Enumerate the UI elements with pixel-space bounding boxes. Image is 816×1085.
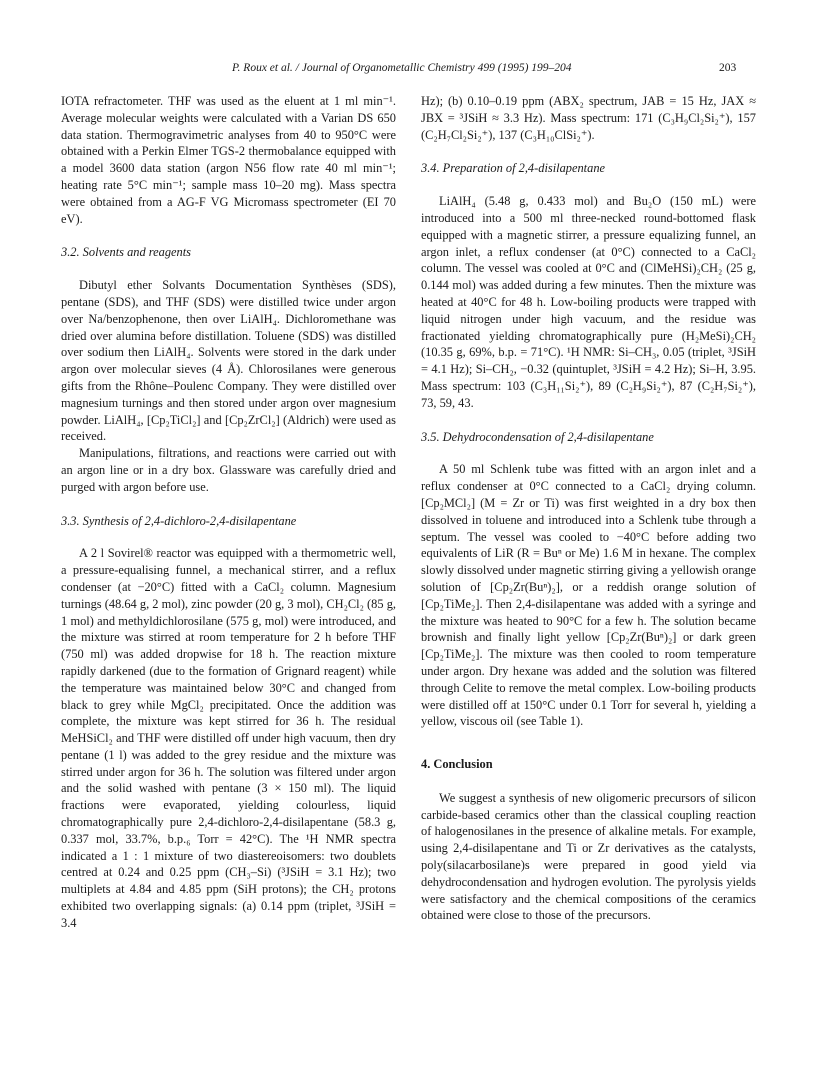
paragraph-solvents: Dibutyl ether Solvants Documentation Synthèses (SDS), pentane (SDS), and THF (SDS) were distilled twice under argon over Na/benzophenone, then over LiAlH₄. Dichloromethane was dried over alumina before distillation. Toluene (SDS) was distilled over sodium then LiAlH₄. Solvents were stored in the dark under argon over molecular sieves (4 Å). Chlorosilanes were generous gifts from the Rhône–Poulenc Company. They were distilled over magnesium turnings and then stored under argon over magnesium powder. LiAlH₄, [Cp₂TiCl₂] and [Cp₂ZrCl₂] (Aldrich) were used as received. <box>61 278 396 444</box>
paragraph-instrumentation: IOTA refractometer. THF was used as the eluent at 1 ml min⁻¹. Average molecular weights were calculated with a Varian DS 650 data station. Thermogravimetric analyses from 40 to 950°C were obtained with a Perkin Elmer TGS-2 thermobalance equipped with a model 3600 data station (argon N56 flow rate 40 ml min⁻¹; heating rate 5°C min⁻¹; sample mass 10–20 mg). Mass spectra were obtained from a AG-F VG Micromass spectrometer (EI 70 eV). <box>61 94 396 226</box>
subheading-synthesis: 3.3. Synthesis of 2,4-dichloro-2,4-disilapentane <box>61 513 297 528</box>
paragraph-synthesis: A 2 l Sovirel® reactor was equipped with a thermometric well, a pressure-equalising funnel, a mechanical stirrer, and a reflux condenser (at −20°C) fitted with a CaCl₂ column. Magnesium turnings (48.64 g, 2 mol), zinc powder (20 g, 3 mol), CH₂Cl₂ (85 g, 1 mol) and methyldichlorosilane (575 g, mol) were introduced, and the mixture was stirred at room temperature for 2 h before THF (750 ml) was added dropwise for 18 h. The reaction mixture rapidly darkened (due to the formation of Grignard reagent) while the temperature was maintained below 30°C and changed from black to grey while MgCl₂ precipitated. Once the addition was complete, the mixture was kept stirred for 36 h. The residual MeHSiCl₂ and THF were distilled off under high vacuum, then dry pentane (1 l) was added to the grey residue and the mixture was stirred under argon for 36 h. The solution was filtered under argon and the solid washed with pentane (3 × 150 ml). The liquid fractions were evaporated, yielding colourless, liquid chromatographically pure 2,4-dichloro-2,4-disilapentane (58.3 g, 0.337 mol, 33.7%, b.p.₆ Torr = 42°C). The ¹H NMR spectra indicated a 1 : 1 mixture of two diastereoisomers: two doublets centred at 0.24 and 0.25 ppm (CH₃–Si) (³JSiH = 3.1 Hz); two multiplets at 4.84 and 4.85 ppm (SiH protons); the CH₂ protons exhibited two overlapping signals: (a) 0.14 ppm (triplet, ³JSiH = 3.4 <box>61 546 396 930</box>
paragraph-conclusion: We suggest a synthesis of new oligomeric precursors of silicon carbide-based ceramics other than the classical coupling reaction of halogenosilanes in the presence of alkaline metals. For example, using 2,4-disilapentane and Ti or Zr derivatives as the catalysts, poly(silacarbosilane)s were prepared in good yield via dehydrocondensation and hydrogen evolution. The pyrolysis yields were satisfactory and the chemical compositions of the ceramics obtained were close to those of the precursors. <box>421 790 756 923</box>
page-number: 203 <box>719 62 737 74</box>
subheading-preparation: 3.4. Preparation of 2,4-disilapentane <box>421 161 606 176</box>
section-heading-conclusion: 4. Conclusion <box>421 757 493 772</box>
running-title: P. Roux et al. / Journal of Organometallic Chemistry 499 (1995) 199–204 <box>232 62 572 74</box>
paragraph-dehydrocondensation: A 50 ml Schlenk tube was fitted with an argon inlet and a reflux condenser at 0°C connected to a CaCl₂ drying column. [Cp₂MCl₂] (M = Zr or Ti) was first weighted in a dry box then dissolved in toluene and introduced into a Schlenk tube through a septum. The vessel was cooled to −40°C before adding two equivalents of LiR (R = Buⁿ or Me) 1.6 M in hexane. The complex slowly dissolved under magnetic stirring giving a yellowish orange solution of [Cp₂Zr(Buⁿ)₂], or a reddish orange solution of [Cp₂TiMe₂]. Then 2,4-disilapentane was added with a syringe and the mixture was heated to 90°C for a few h. The solution became brownish and finally light yellow [Cp₂Zr(Buⁿ)₂] or dark green [Cp₂TiMe₂]. The mixture was then cooled to room temperature under argon. Dry hexane was added and the solution was filtered through Celite to remove the metal complex. Low-boiling products were distilled off at 150°C under 0.1 Torr for several h, yielding a yellow, viscous oil (see Table 1). <box>421 462 756 729</box>
right-column <box>421 93 756 924</box>
paragraph-nmr-continued: Hz); (b) 0.10–0.19 ppm (ABX₂ spectrum, JAB = 15 Hz, JAX ≈ JBX = ³JSiH ≈ 3.3 Hz). Mass spectrum: 171 (C₃H₉Cl₂Si₂⁺), 157 (C₂H₇Cl₂Si₂⁺), 137 (C₃H₁₀ClSi₂⁺). <box>421 94 756 142</box>
subheading-solvents: 3.2. Solvents and reagents <box>61 245 191 260</box>
paragraph-preparation: LiAlH₄ (5.48 g, 0.433 mol) and Bu₂O (150 mL) were introduced into a 500 ml three-necked round-bottomed flask equipped with a magnetic stirrer, a pressure equalizing funnel, an argon inlet, a reflux condenser (at 0°C) connected to a CaCl₂ column. The vessel was cooled at 0°C and (ClMeHSi)₂CH₂ (25 g, 0.144 mol) was added during a few minutes. Then the mixture was heated at 40°C for 48 h. Low-boiling products were trapped with liquid nitrogen under high vacuum, and the residue was fractionated yielding chromatographically pure (H₂MeSi)₂CH₂ (10.35 g, 69%, b.p. = 71°C). ¹H NMR: Si–CH₃, 0.05 (triplet, ³JSiH = 4.1 Hz); Si–CH₂, −0.32 (quintuplet, ³JSiH = 4.2 Hz); Si–H, 3.95. Mass spectrum: 103 (C₃H₁₁Si₂⁺), 89 (C₂H₉Si₂⁺), 87 (C₂H₇Si₂⁺), 73, 59, 43. <box>421 194 756 410</box>
subheading-dehydrocondensation: 3.5. Dehydrocondensation of 2,4-disilapentane <box>421 429 654 444</box>
page-header <box>0 62 816 82</box>
left-column <box>61 93 396 932</box>
paragraph-manipulations: Manipulations, filtrations, and reactions were carried out with an argon line or in a dry box. Glassware was carefully dried and purged with argon before use. <box>61 446 396 494</box>
